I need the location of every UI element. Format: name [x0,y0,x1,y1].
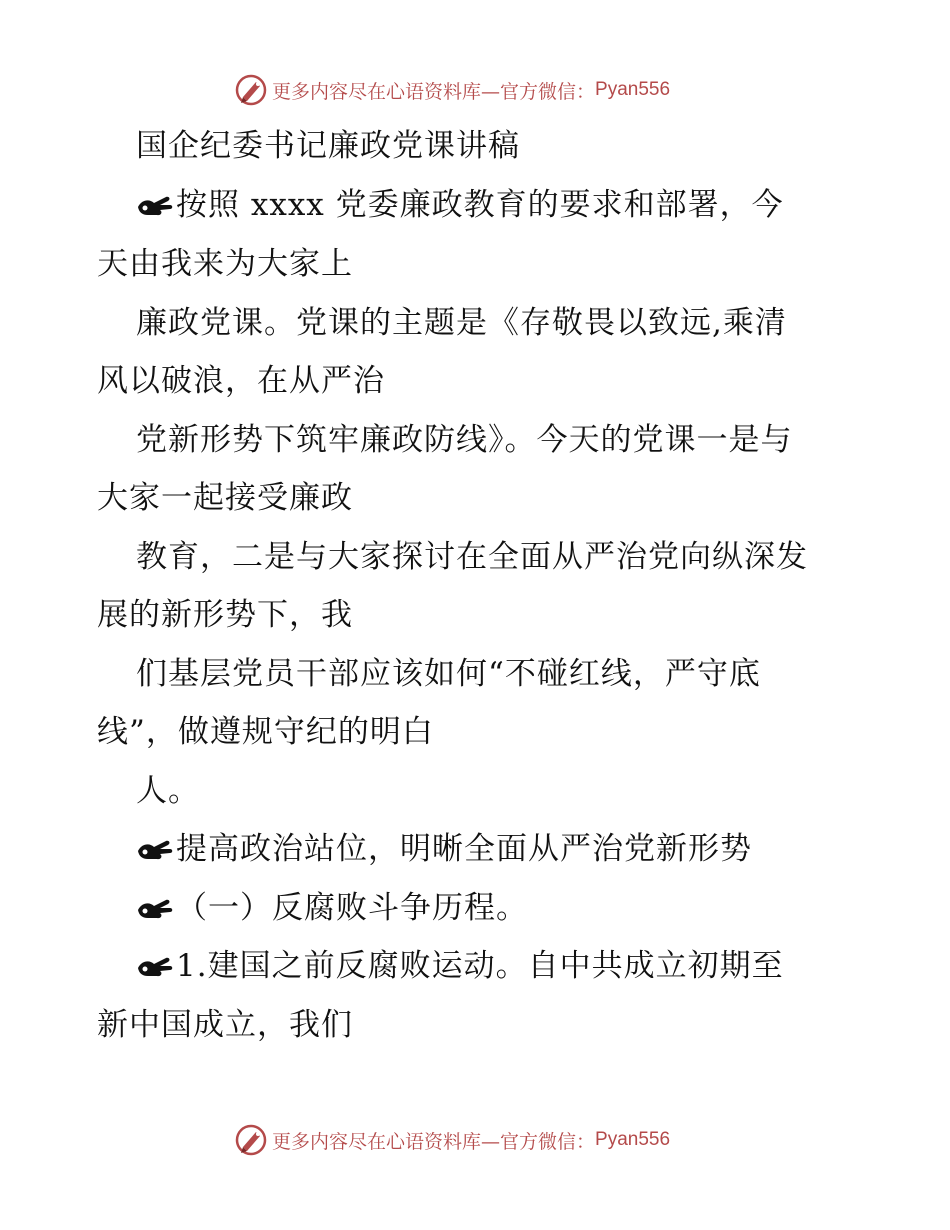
hand-pointer-icon [136,833,174,863]
paragraph-line: 廉政党课。党课的主题是《存敬畏以致远,乘清 [136,305,787,341]
footer-watermark [234,1122,670,1158]
paragraph-line: 大家一起接受廉政 [97,480,353,516]
document-title: 国企纪委书记廉政党课讲稿 [136,128,520,164]
watermark-text: 更多内容尽在心语资料库—官方微信： [272,1130,596,1153]
paragraph-line: 1.建国之前反腐败运动。自中共成立初期至 [136,946,784,986]
paragraph-line: 风以破浪，在从严治 [97,363,385,399]
paragraph-line: 新中国成立，我们 [97,1007,353,1043]
paragraph-line: 线”，做遵规守纪的明白 [97,714,434,750]
hand-pointer-icon [136,950,174,980]
paragraph-line: 党新形势下筑牢廉政防线》。今天的党课一是与 [136,422,793,458]
subsection-heading: （一）反腐败斗争历程。 [136,888,528,928]
watermark-wechat-id: Pyan556 [595,1129,671,1150]
paragraph-line: 按照 xxxx 党委廉政教育的要求和部署，今 [136,185,784,225]
hand-pointer-icon [136,892,174,922]
hand-pointer-icon [136,189,174,219]
paragraph-line: 展的新形势下，我 [97,597,353,633]
paragraph-line: 们基层党员干部应该如何“不碰红线，严守底 [136,656,761,692]
paragraph-line: 天由我来为大家上 [97,246,353,282]
watermark-text: 更多内容尽在心语资料库—官方微信： [272,80,596,103]
paragraph-line: 人。 [136,773,200,809]
watermark-wechat-id: Pyan556 [595,79,671,100]
paragraph-line: 教育，二是与大家探讨在全面从严治党向纵深发 [136,539,808,575]
section-heading: 提高政治站位，明晰全面从严治党新形势 [136,829,752,869]
pen-logo-icon [234,1123,268,1157]
